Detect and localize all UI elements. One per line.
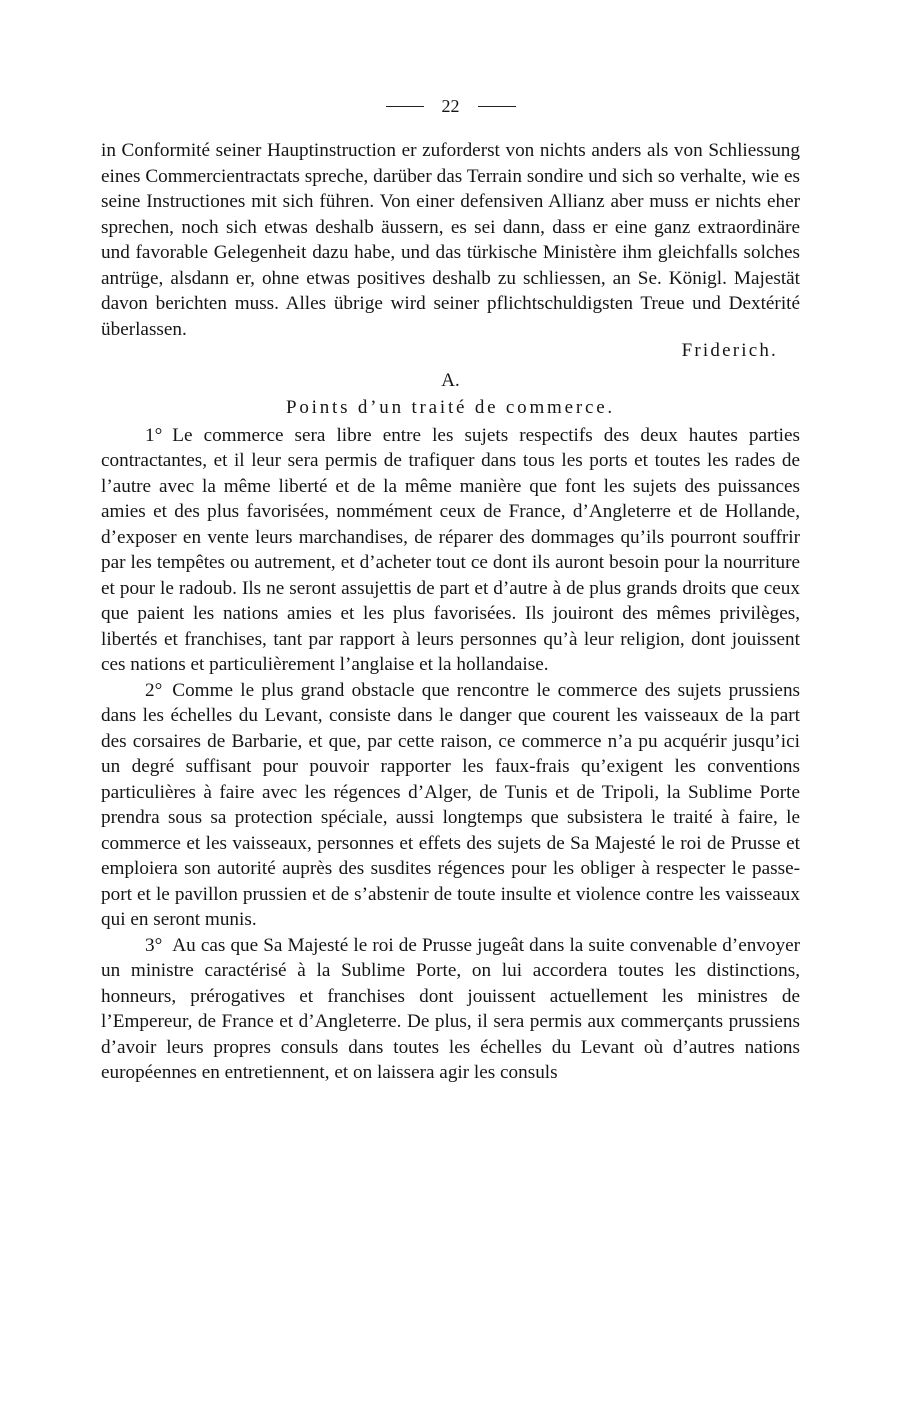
- article-text: Comme le plus grand obstacle que rencontre le commerce des sujets prussiens dans les échelles du Levant, consiste dans le danger que courent les vaisseaux de la part des corsaires de Barbarie, et que, par cette raison, ce commerce n’a pu acquérir jusqu’ici un degré suffisant pour pouvoir rapporter les faux-frais qu’exigent les conventions particulières à faire avec les régences d’Alger, de Tunis et de Tripoli, la Sublime Porte prendra sous sa protection spéciale, aussi longtemps que subsistera le traité à faire, le commerce et les vaisseaux, personnes et effets des sujets de Sa Majesté le roi de Prusse et emploiera son autorité auprès des susdites régences pour les obliger à respecter le passe-port et le pavillon prussien et de s’abstenir de toute insulte et violence contre les vaisseaux qui en seront munis.: [101, 679, 800, 930]
- article-2: [101, 678, 800, 933]
- header-rule-right: [478, 106, 516, 107]
- article-text: Le commerce sera libre entre les sujets respectifs des deux hautes parties contractantes, et il leur sera permis de trafiquer dans tous les ports et toutes les rades de l’autre avec la même liberté et de la même manière que font les sujets des puissances amies et des plus favorisées, nommément ceux de France, d’Angleterre et de Hollande, d’exposer en vente leurs marchandises, de réparer des dommages qu’ils pourront souffrir par les tempêtes ou autrement, et d’acheter tout ce dont ils auront besoin pour la nourriture et pour le radoub. Ils ne seront assujettis de part et d’autre à de plus grands droits que ceux que paient les nations amies et les plus favorisées. Ils jouiront des mêmes privilèges, libertés et franchises, tant par rapport à leurs personnes qu’à leur religion, dont jouissent ces nations et particulièrement l’anglaise et la hollandaise.: [101, 424, 800, 675]
- article-number: 1°: [145, 424, 163, 446]
- header-rule-left: [386, 106, 424, 107]
- page-header: [101, 92, 800, 120]
- section-letter: A.: [441, 369, 460, 391]
- article-1: [101, 423, 800, 678]
- page-number: 22: [441, 95, 460, 116]
- article-number: 3°: [145, 934, 163, 956]
- section-title: Points d’un traité de commerce.: [286, 397, 615, 418]
- article-number: 2°: [145, 679, 163, 701]
- signature: Friderich.: [681, 340, 778, 361]
- article-text: Au cas que Sa Majesté le roi de Prusse jugeât dans la suite convenable d’envoyer un ministre caractérisé à la Sublime Porte, on lui accordera toutes les distinctions, honneurs, prérogatives et franchises dont jouissent actuellement les ministres de l’Empereur, de France et d’Angleterre. De plus, il sera permis aux commerçants prussiens d’avoir leurs propres consuls dans toutes les échelles du Levant où d’autres nations européennes en entretiennent, et on laissera agir les consuls: [101, 934, 800, 1083]
- article-3: [101, 933, 800, 1086]
- paragraph-continuation: in Conformité seiner Hauptinstruction er zuforderst von nichts anders als von Schliessung eines Commercientractats spreche, darüber das Terrain sondire und sich so verhalte, wie es seine Instructiones mit sich führen. Von einer defensiven Allianz aber muss er nichts eher sprechen, noch sich etwas deshalb äussern, es sei dann, dass er eine ganz extraordinäre und favorable Gelegenheit dazu habe, und das türkische Ministère ihm gleichfalls solches antrüge, alsdann er, ohne etwas positives deshalb zu schliessen, an Se. Königl. Majestät davon berichten muss. Alles übrige wird seiner pflichtschuldigsten Treue und Dextérité überlassen.: [101, 140, 800, 340]
- document-page: [101, 92, 800, 1086]
